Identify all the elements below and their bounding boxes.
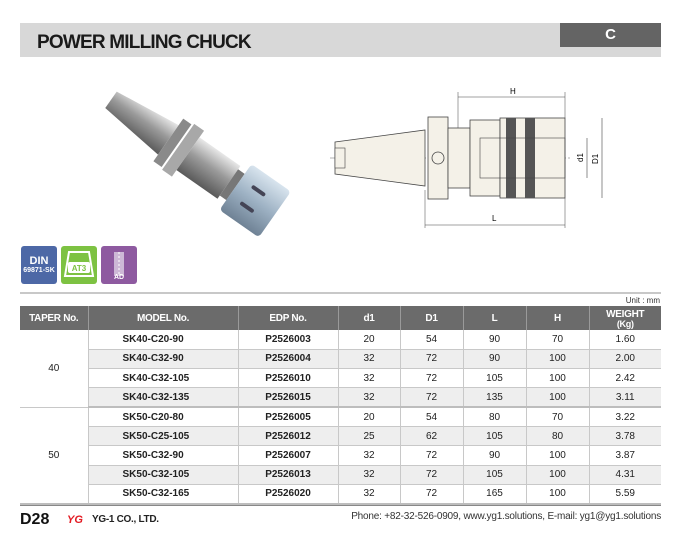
col-edp: EDP No. <box>238 306 338 330</box>
table-row: 40 SK40-C20-90 P2526003 20 54 90 70 1.60 <box>20 330 661 349</box>
divider <box>20 292 661 294</box>
table-row: SK50-C32-90 P2526007 32 72 90 100 3.87 <box>20 446 661 465</box>
svg-text:AT3: AT3 <box>71 264 87 273</box>
spec-badges <box>21 246 137 284</box>
at3-icon <box>61 246 97 284</box>
din-badge: DIN 69871-SK <box>21 246 57 284</box>
ad-badge: AD <box>101 246 137 284</box>
table-row: SK40-C32-90 P2526004 32 72 90 100 2.00 <box>20 349 661 368</box>
table-row: SK50-C32-105 P2526013 32 72 105 100 4.31 <box>20 465 661 484</box>
company-logo-icon: YG <box>67 514 83 526</box>
col-d1: d1 <box>338 306 400 330</box>
product-photo <box>82 70 312 250</box>
table-row: SK40-C32-105 P2526010 32 72 105 100 2.42 <box>20 369 661 388</box>
dim-label-d1-large: D1 <box>591 153 600 164</box>
table-row: SK50-C32-165 P2526020 32 72 165 100 5.59 <box>20 484 661 503</box>
col-model: MODEL No. <box>88 306 238 330</box>
table-row: SK40-C32-135 P2526015 32 72 135 100 3.11 <box>20 388 661 407</box>
company-name: YG-1 CO., LTD. <box>92 514 159 525</box>
technical-drawing <box>320 80 620 230</box>
table-row: SK50-C25-105 P2526012 25 62 105 80 3.78 <box>20 426 661 445</box>
col-L: L <box>463 306 526 330</box>
table-row: 50 SK50-C20-80 P2526005 20 54 80 70 3.22 <box>20 407 661 426</box>
dim-label-h: H <box>510 87 516 96</box>
col-D1: D1 <box>400 306 463 330</box>
col-H: H <box>526 306 589 330</box>
page-number: D28 <box>20 511 50 528</box>
section-tab: C <box>560 23 661 47</box>
unit-label: Unit : mm <box>625 296 660 305</box>
header-bar <box>20 23 661 57</box>
col-weight: WEIGHT (Kg) <box>589 306 661 330</box>
contact-info: Phone: +82-32-526-0909, www.yg1.solutions, E-mail: yg1@yg1.solutions <box>351 511 661 522</box>
page-title: POWER MILLING CHUCK <box>37 32 251 53</box>
footer-divider <box>20 505 661 506</box>
at3-badge <box>61 246 97 284</box>
col-taper: TAPER No. <box>20 306 88 330</box>
dim-label-l: L <box>492 214 497 223</box>
spec-table <box>20 306 661 505</box>
dim-label-d1-small: d1 <box>576 153 585 162</box>
